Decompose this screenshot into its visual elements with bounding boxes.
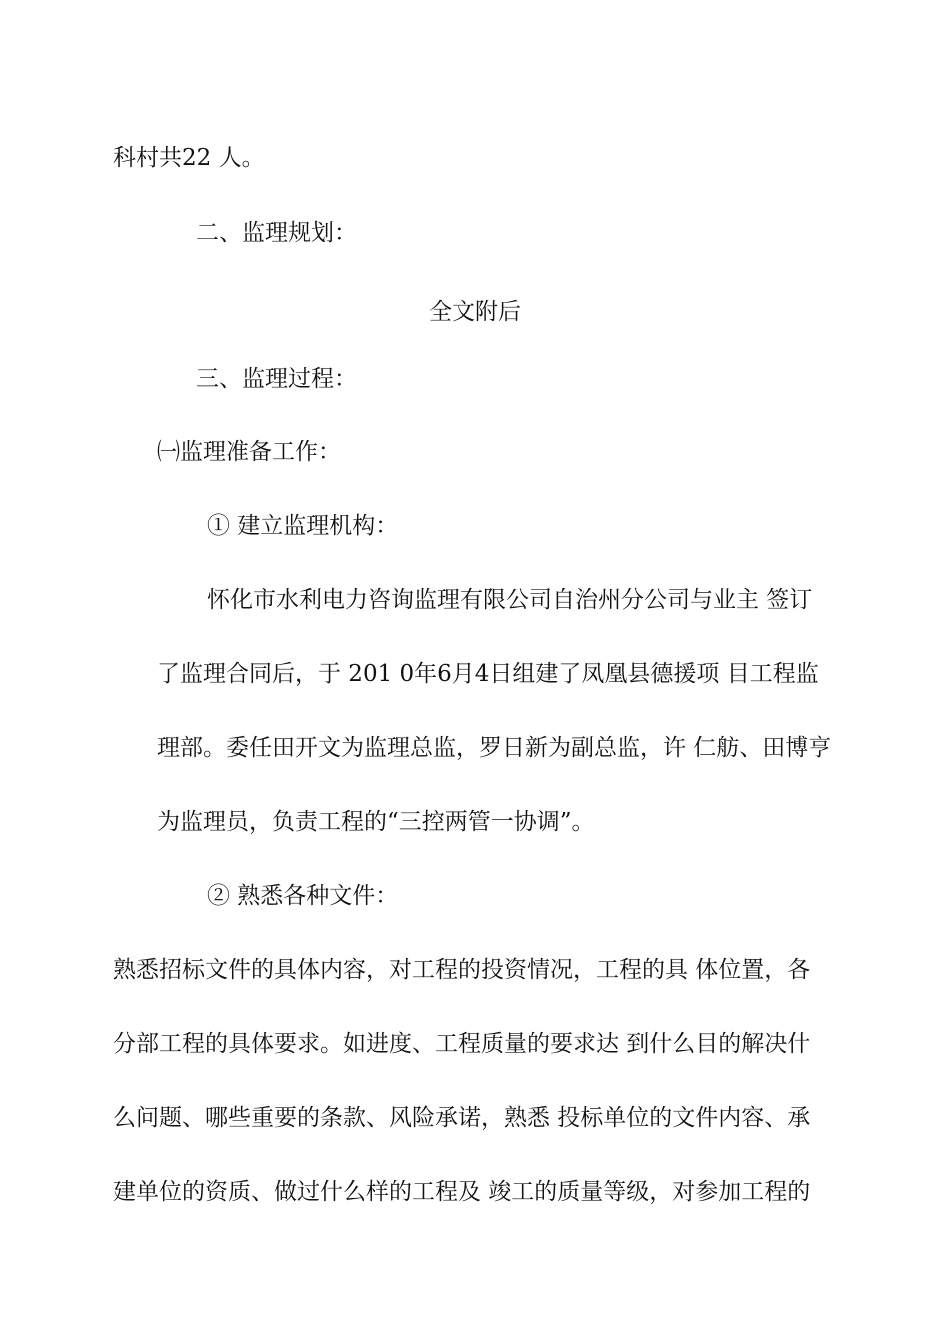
paragraph-line: 理部。委任田开文为监理总监，罗日新为副总监，许 仁舫、田博亨: [157, 735, 832, 761]
item-heading: ② 熟悉各种文件：: [207, 883, 399, 909]
subsection-heading: ㈠监理准备工作：: [157, 439, 341, 465]
section-heading: 三、监理过程：: [196, 366, 357, 392]
paragraph-line: 怀化市水利电力咨询监理有限公司自治州分公司与业主 签订: [207, 587, 813, 613]
paragraph-line: 么问题、哪些重要的条款、风险承诺，熟悉 投标单位的文件内容、承: [113, 1105, 811, 1131]
paragraph-line: 了监理合同后，于 201 0年6月4日组建了凤凰县德援项 目工程监: [157, 661, 819, 687]
item-heading: ① 建立监理机构：: [207, 513, 399, 539]
paragraph-line: 熟悉招标文件的具体内容，对工程的投资情况，工程的具 体位置，各: [113, 957, 811, 983]
paragraph-line: 建单位的资质、做过什么样的工程及 竣工的质量等级，对参加工程的: [113, 1179, 811, 1205]
paragraph-line: 分部工程的具体要求。如进度、工程质量的要求达 到什么目的解决什: [113, 1031, 811, 1057]
centered-note: 全文附后: [429, 299, 521, 325]
text-line: 科村共22 人。: [113, 145, 265, 171]
section-heading: 二、监理规划：: [196, 220, 357, 246]
paragraph-line: 为监理员，负责工程的“三控两管一协调”。: [157, 809, 595, 835]
